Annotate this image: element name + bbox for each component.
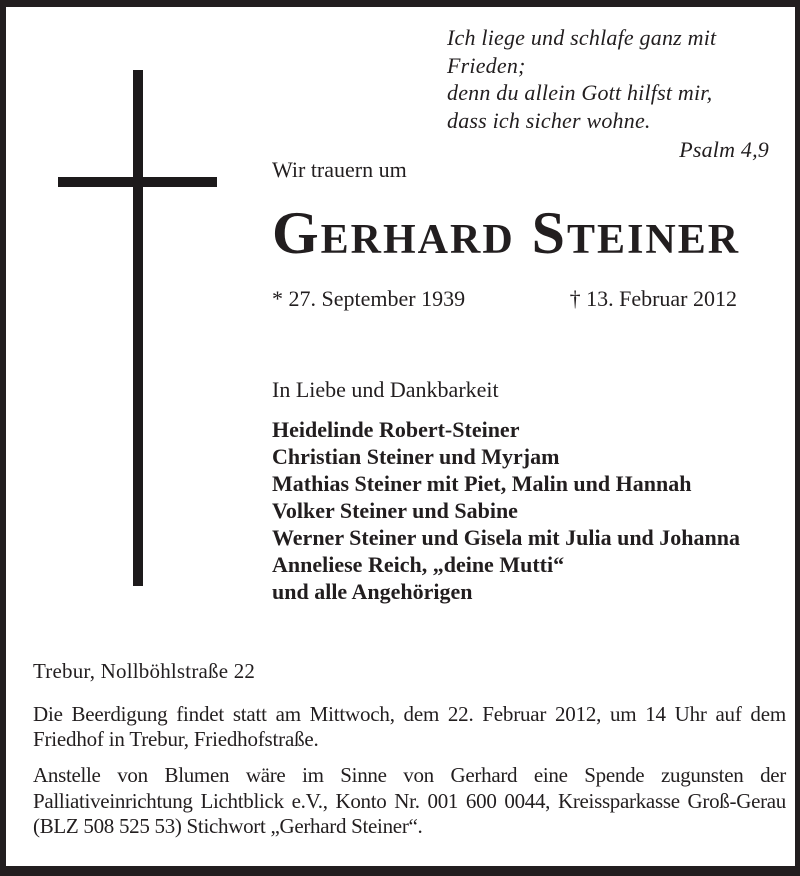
donation-info: Anstelle von Blumen wäre im Sinne von Gerhard eine Spende zugunsten der Palliativeinrichtung Lichtblick e.V., Konto Nr. 001 600 0044, Kreissparkasse Groß-Gerau (BLZ 508 525 53) Stichwort „Gerhard Steiner“. [33, 763, 786, 838]
psalm-attribution: Psalm 4,9 [679, 137, 769, 162]
psalm-quote [447, 24, 769, 164]
address-line: Trebur, Nollböhlstraße 22 [33, 659, 256, 683]
closing-line: In Liebe und Dankbarkeit [272, 377, 499, 402]
psalm-line: Ich liege und schlafe ganz mit Frieden; [447, 25, 717, 78]
border-frame-right [795, 0, 800, 876]
mourner-line: Heidelinde Robert-Steiner [272, 417, 520, 442]
life-dates [272, 286, 737, 311]
mourner-line: Volker Steiner und Sabine [272, 498, 518, 523]
mourner-line: Mathias Steiner mit Piet, Malin und Hannah [272, 471, 692, 496]
cross-vertical-bar [133, 70, 143, 586]
intro-line: Wir trauern um [272, 157, 407, 182]
deceased-name: Gerhard Steiner [272, 200, 741, 266]
footer-block [33, 659, 786, 840]
main-column [272, 157, 764, 605]
mourners-list [272, 416, 764, 605]
cross-horizontal-bar [58, 177, 217, 187]
psalm-line: dass ich sicher wohne. [447, 107, 651, 133]
mourner-line: und alle Angehörigen [272, 579, 473, 604]
mourner-line: Werner Steiner und Gisela mit Julia und Johanna [272, 525, 740, 550]
mourner-line: Anneliese Reich, „deine Mutti“ [272, 552, 565, 577]
border-frame-top [0, 0, 800, 7]
psalm-line: denn du allein Gott hilfst mir, [447, 80, 713, 105]
border-frame-bottom [0, 866, 800, 876]
birth-date: * 27. September 1939 [272, 286, 466, 311]
border-frame-left [0, 0, 6, 876]
death-date: † 13. Februar 2012 [569, 286, 737, 311]
mourner-line: Christian Steiner und Myrjam [272, 444, 560, 469]
funeral-info: Die Beerdigung findet statt am Mittwoch, dem 22. Februar 2012, um 14 Uhr auf dem Friedhof in Trebur, Friedhofstraße. [33, 702, 786, 751]
